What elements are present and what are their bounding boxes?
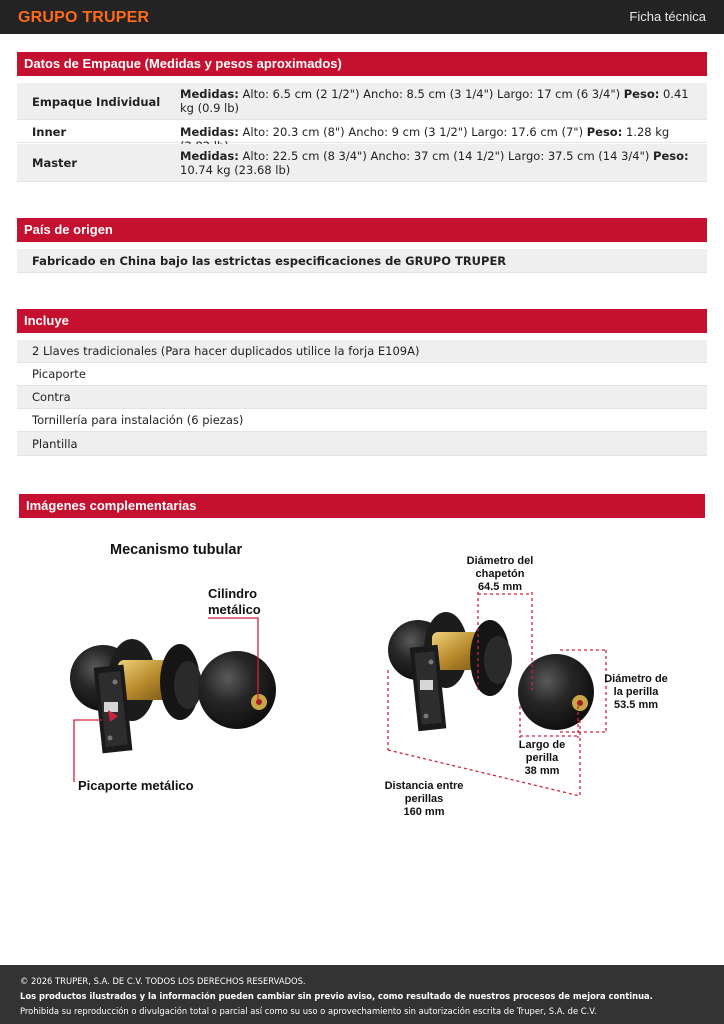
list-item xyxy=(17,386,707,409)
footer-legal: Prohibida su reproducción o divulgación total o parcial así como su uso o aprovechamiento sin autorización escrita de Truper, S.A. de C.V. xyxy=(20,1006,597,1016)
lock-right xyxy=(388,612,594,731)
lock-left xyxy=(70,639,276,753)
list-item-text: Contra xyxy=(32,390,71,404)
footer xyxy=(0,965,724,1024)
label-distancia: Distancia entre perillas 160 mm xyxy=(384,780,464,818)
list-item-text: 2 Llaves tradicionales (Para hacer duplicados utilice la forja E109A) xyxy=(32,344,420,358)
label-picaporte: Picaporte metálico xyxy=(78,778,194,793)
list-item xyxy=(17,340,707,363)
table-row xyxy=(17,121,707,143)
doc-type-label: Ficha técnica xyxy=(629,9,706,24)
figure-title: Mecanismo tubular xyxy=(110,542,243,558)
section-header-incluye: Incluye xyxy=(17,309,707,333)
list-item xyxy=(17,432,707,456)
list-item xyxy=(17,363,707,386)
complementary-images xyxy=(0,520,724,850)
label-largo-perilla: Largo de perilla 38 mm xyxy=(518,739,566,777)
section-header-origen: País de origen xyxy=(17,218,707,242)
section-header-imagenes: Imágenes complementarias xyxy=(19,494,705,518)
row-value: Medidas: Alto: 20.3 cm (8") Ancho: 9 cm (3 1/2") Largo: 17.6 cm (7") Peso: 1.28 kg xyxy=(180,125,670,139)
footer-notice: Los productos ilustrados y la información pueden cambiar sin previo aviso, como resultado de nuestros procesos de mejora continua. xyxy=(20,991,653,1001)
table-row xyxy=(17,83,707,120)
row-label: Empaque Individual xyxy=(32,95,161,109)
label-chapeton: Diámetro del chapetón 64.5 mm xyxy=(466,555,534,593)
list-item-text: Plantilla xyxy=(32,437,78,451)
list-item-text: Tornillería para instalación (6 piezas) xyxy=(32,413,244,427)
section-header-empaque: Datos de Empaque (Medidas y pesos aproximados) xyxy=(17,52,707,76)
footer-copyright: © 2026 TRUPER, S.A. DE C.V. TODOS LOS DERECHOS RESERVADOS. xyxy=(20,976,306,986)
top-bar xyxy=(0,0,724,34)
row-value: Medidas: Alto: 6.5 cm (2 1/2") Ancho: 8.5 cm (3 1/4") Largo: 17 cm (6 3/4") Peso: 0.41 kg (0.9 lb) xyxy=(180,87,689,115)
label-diametro-perilla: Diámetro de la perilla 53.5 mm xyxy=(604,673,668,711)
list-item-text: Picaporte xyxy=(32,367,86,381)
origin-text: Fabricado en China bajo las estrictas especificaciones de GRUPO TRUPER xyxy=(32,254,507,268)
list-item xyxy=(17,409,707,432)
row-label: Inner xyxy=(32,125,67,139)
row-label: Master xyxy=(32,156,78,170)
row-value: Medidas: Alto: 22.5 cm (8 3/4") Ancho: 37 cm (14 1/2") Largo: 37.5 cm (14 3/4") Peso: 10.74 kg (23.68 lb) xyxy=(180,149,689,177)
label-cilindro: Cilindro metálico xyxy=(208,586,261,617)
brand-logo: GRUPO TRUPER xyxy=(18,9,150,26)
origin-row xyxy=(17,249,707,273)
table-row xyxy=(17,144,707,182)
